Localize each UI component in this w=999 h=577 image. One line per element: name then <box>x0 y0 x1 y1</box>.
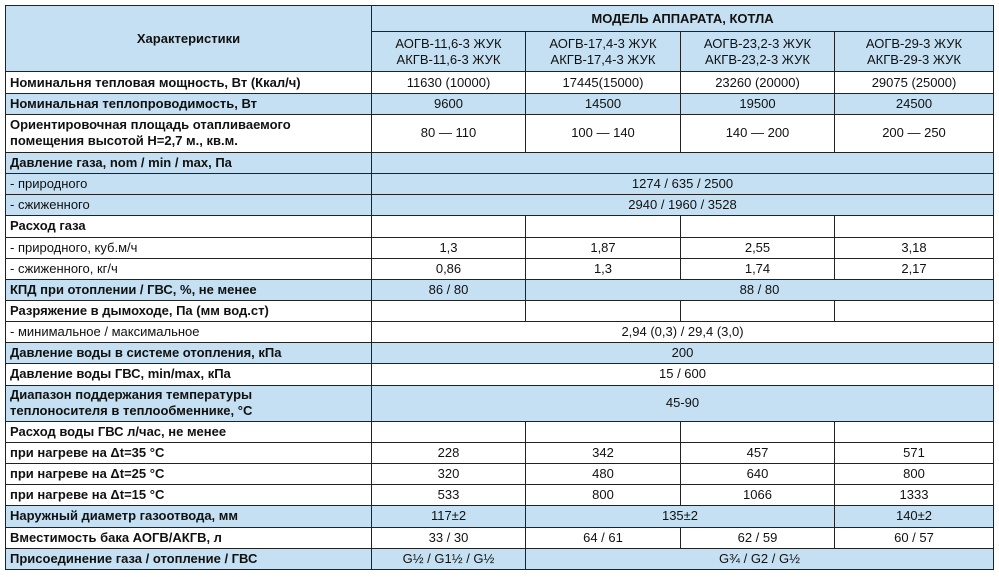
row-value: 1,3 <box>372 237 526 258</box>
row-gas-flow <box>6 216 994 237</box>
row-label: при нагреве на Δt=25 °С <box>6 464 372 485</box>
row-value: 200 <box>372 343 994 364</box>
row-label: Давление воды ГВС, min/max, кПа <box>6 364 372 385</box>
row-value: 1066 <box>681 485 835 506</box>
row-water-dhw <box>6 364 994 385</box>
row-value: 1333 <box>835 485 994 506</box>
row-value: 571 <box>835 442 994 463</box>
row-water-heating <box>6 343 994 364</box>
row-label: Наружный диаметр газоотвода, мм <box>6 506 372 527</box>
row-value: 457 <box>681 442 835 463</box>
row-value: 14500 <box>526 93 681 114</box>
row-value: 45-90 <box>372 385 994 421</box>
row-connection <box>6 548 994 569</box>
row-label: - сжиженного <box>6 195 372 216</box>
row-flue-diameter <box>6 506 994 527</box>
row-value: 0,86 <box>372 258 526 279</box>
row-dhw-flow <box>6 421 994 442</box>
row-dt35 <box>6 442 994 463</box>
row-value: 228 <box>372 442 526 463</box>
row-label: при нагреве на Δt=15 °С <box>6 485 372 506</box>
row-dt15 <box>6 485 994 506</box>
row-efficiency <box>6 279 994 300</box>
row-value: 140±2 <box>835 506 994 527</box>
row-value: G½ / G1½ / G½ <box>372 548 526 569</box>
row-value: 135±2 <box>526 506 835 527</box>
row-value: 320 <box>372 464 526 485</box>
row-value: 86 / 80 <box>372 279 526 300</box>
row-label: Диапазон поддержания температуры теплоносителя в теплообменнике, °С <box>6 385 372 421</box>
model-group-header: МОДЕЛЬ АППАРАТА, КОТЛА <box>372 6 994 32</box>
row-value <box>372 153 994 174</box>
row-label: Разряжение в дымоходе, Па (мм вод.ст) <box>6 300 372 321</box>
row-label: КПД при отоплении / ГВС, %, не менее <box>6 279 372 300</box>
row-draft-minmax <box>6 322 994 343</box>
row-label: Давление газа, nom / min / max, Па <box>6 153 372 174</box>
row-value: 88 / 80 <box>526 279 994 300</box>
row-value: 11630 (10000) <box>372 72 526 93</box>
row-value: 64 / 61 <box>526 527 681 548</box>
row-dt25 <box>6 464 994 485</box>
row-label: Расход газа <box>6 216 372 237</box>
row-area <box>6 114 994 152</box>
row-value: 480 <box>526 464 681 485</box>
row-value: 29075 (25000) <box>835 72 994 93</box>
row-value: 9600 <box>372 93 526 114</box>
row-label: Номинальня тепловая мощность, Вт (Ккал/ч) <box>6 72 372 93</box>
row-temp-range <box>6 385 994 421</box>
row-label: Давление воды в системе отопления, кПа <box>6 343 372 364</box>
row-value: 33 / 30 <box>372 527 526 548</box>
header-row <box>6 6 994 32</box>
row-value: 800 <box>835 464 994 485</box>
row-value: 23260 (20000) <box>681 72 835 93</box>
row-value: 640 <box>681 464 835 485</box>
row-flow-liquefied <box>6 258 994 279</box>
row-value: 80 — 110 <box>372 114 526 152</box>
row-value: 140 — 200 <box>681 114 835 152</box>
row-label: Ориентировочная площадь отапливаемого помещения высотой H=2,7 м., кв.м. <box>6 114 372 152</box>
model-2-header: АОГВ-17,4-3 ЖУК АКГВ-17,4-3 ЖУК <box>526 32 681 72</box>
row-label: при нагреве на Δt=35 °С <box>6 442 372 463</box>
row-value: 1,74 <box>681 258 835 279</box>
row-label: - природного, куб.м/ч <box>6 237 372 258</box>
row-value: 15 / 600 <box>372 364 994 385</box>
row-value: 200 — 250 <box>835 114 994 152</box>
model-4-header: АОГВ-29-3 ЖУК АКГВ-29-3 ЖУК <box>835 32 994 72</box>
row-value: 3,18 <box>835 237 994 258</box>
row-value: 62 / 59 <box>681 527 835 548</box>
row-gas-natural <box>6 174 994 195</box>
row-value: 24500 <box>835 93 994 114</box>
model-3-header: АОГВ-23,2-3 ЖУК АКГВ-23,2-3 ЖУК <box>681 32 835 72</box>
row-value: G¾ / G2 / G½ <box>526 548 994 569</box>
row-label: Вместимость бака АОГВ/АКГВ, л <box>6 527 372 548</box>
row-value: 1,87 <box>526 237 681 258</box>
row-value: 2,55 <box>681 237 835 258</box>
row-label: - сжиженного, кг/ч <box>6 258 372 279</box>
row-value: 1,3 <box>526 258 681 279</box>
row-draft <box>6 300 994 321</box>
row-value: 2,94 (0,3) / 29,4 (3,0) <box>372 322 994 343</box>
row-value: 800 <box>526 485 681 506</box>
specifications-table <box>5 5 994 570</box>
row-value: 1274 / 635 / 2500 <box>372 174 994 195</box>
row-value: 342 <box>526 442 681 463</box>
row-value: 60 / 57 <box>835 527 994 548</box>
row-value: 117±2 <box>372 506 526 527</box>
row-value: 533 <box>372 485 526 506</box>
row-label: Номинальная теплопроводимость, Вт <box>6 93 372 114</box>
row-label: Расход воды ГВС л/час, не менее <box>6 421 372 442</box>
row-value: 17445(15000) <box>526 72 681 93</box>
characteristics-header: Характеристики <box>6 6 372 72</box>
row-flow-natural <box>6 237 994 258</box>
row-label: - минимальное / максимальное <box>6 322 372 343</box>
row-label: - природного <box>6 174 372 195</box>
row-tank <box>6 527 994 548</box>
row-value: 19500 <box>681 93 835 114</box>
row-gas-pressure <box>6 153 994 174</box>
row-power <box>6 72 994 93</box>
row-value: 2940 / 1960 / 3528 <box>372 195 994 216</box>
row-value: 100 — 140 <box>526 114 681 152</box>
row-value: 2,17 <box>835 258 994 279</box>
row-conductivity <box>6 93 994 114</box>
row-gas-liquefied <box>6 195 994 216</box>
model-1-header: АОГВ-11,6-3 ЖУК АКГВ-11,6-3 ЖУК <box>372 32 526 72</box>
row-label: Присоединение газа / отопление / ГВС <box>6 548 372 569</box>
